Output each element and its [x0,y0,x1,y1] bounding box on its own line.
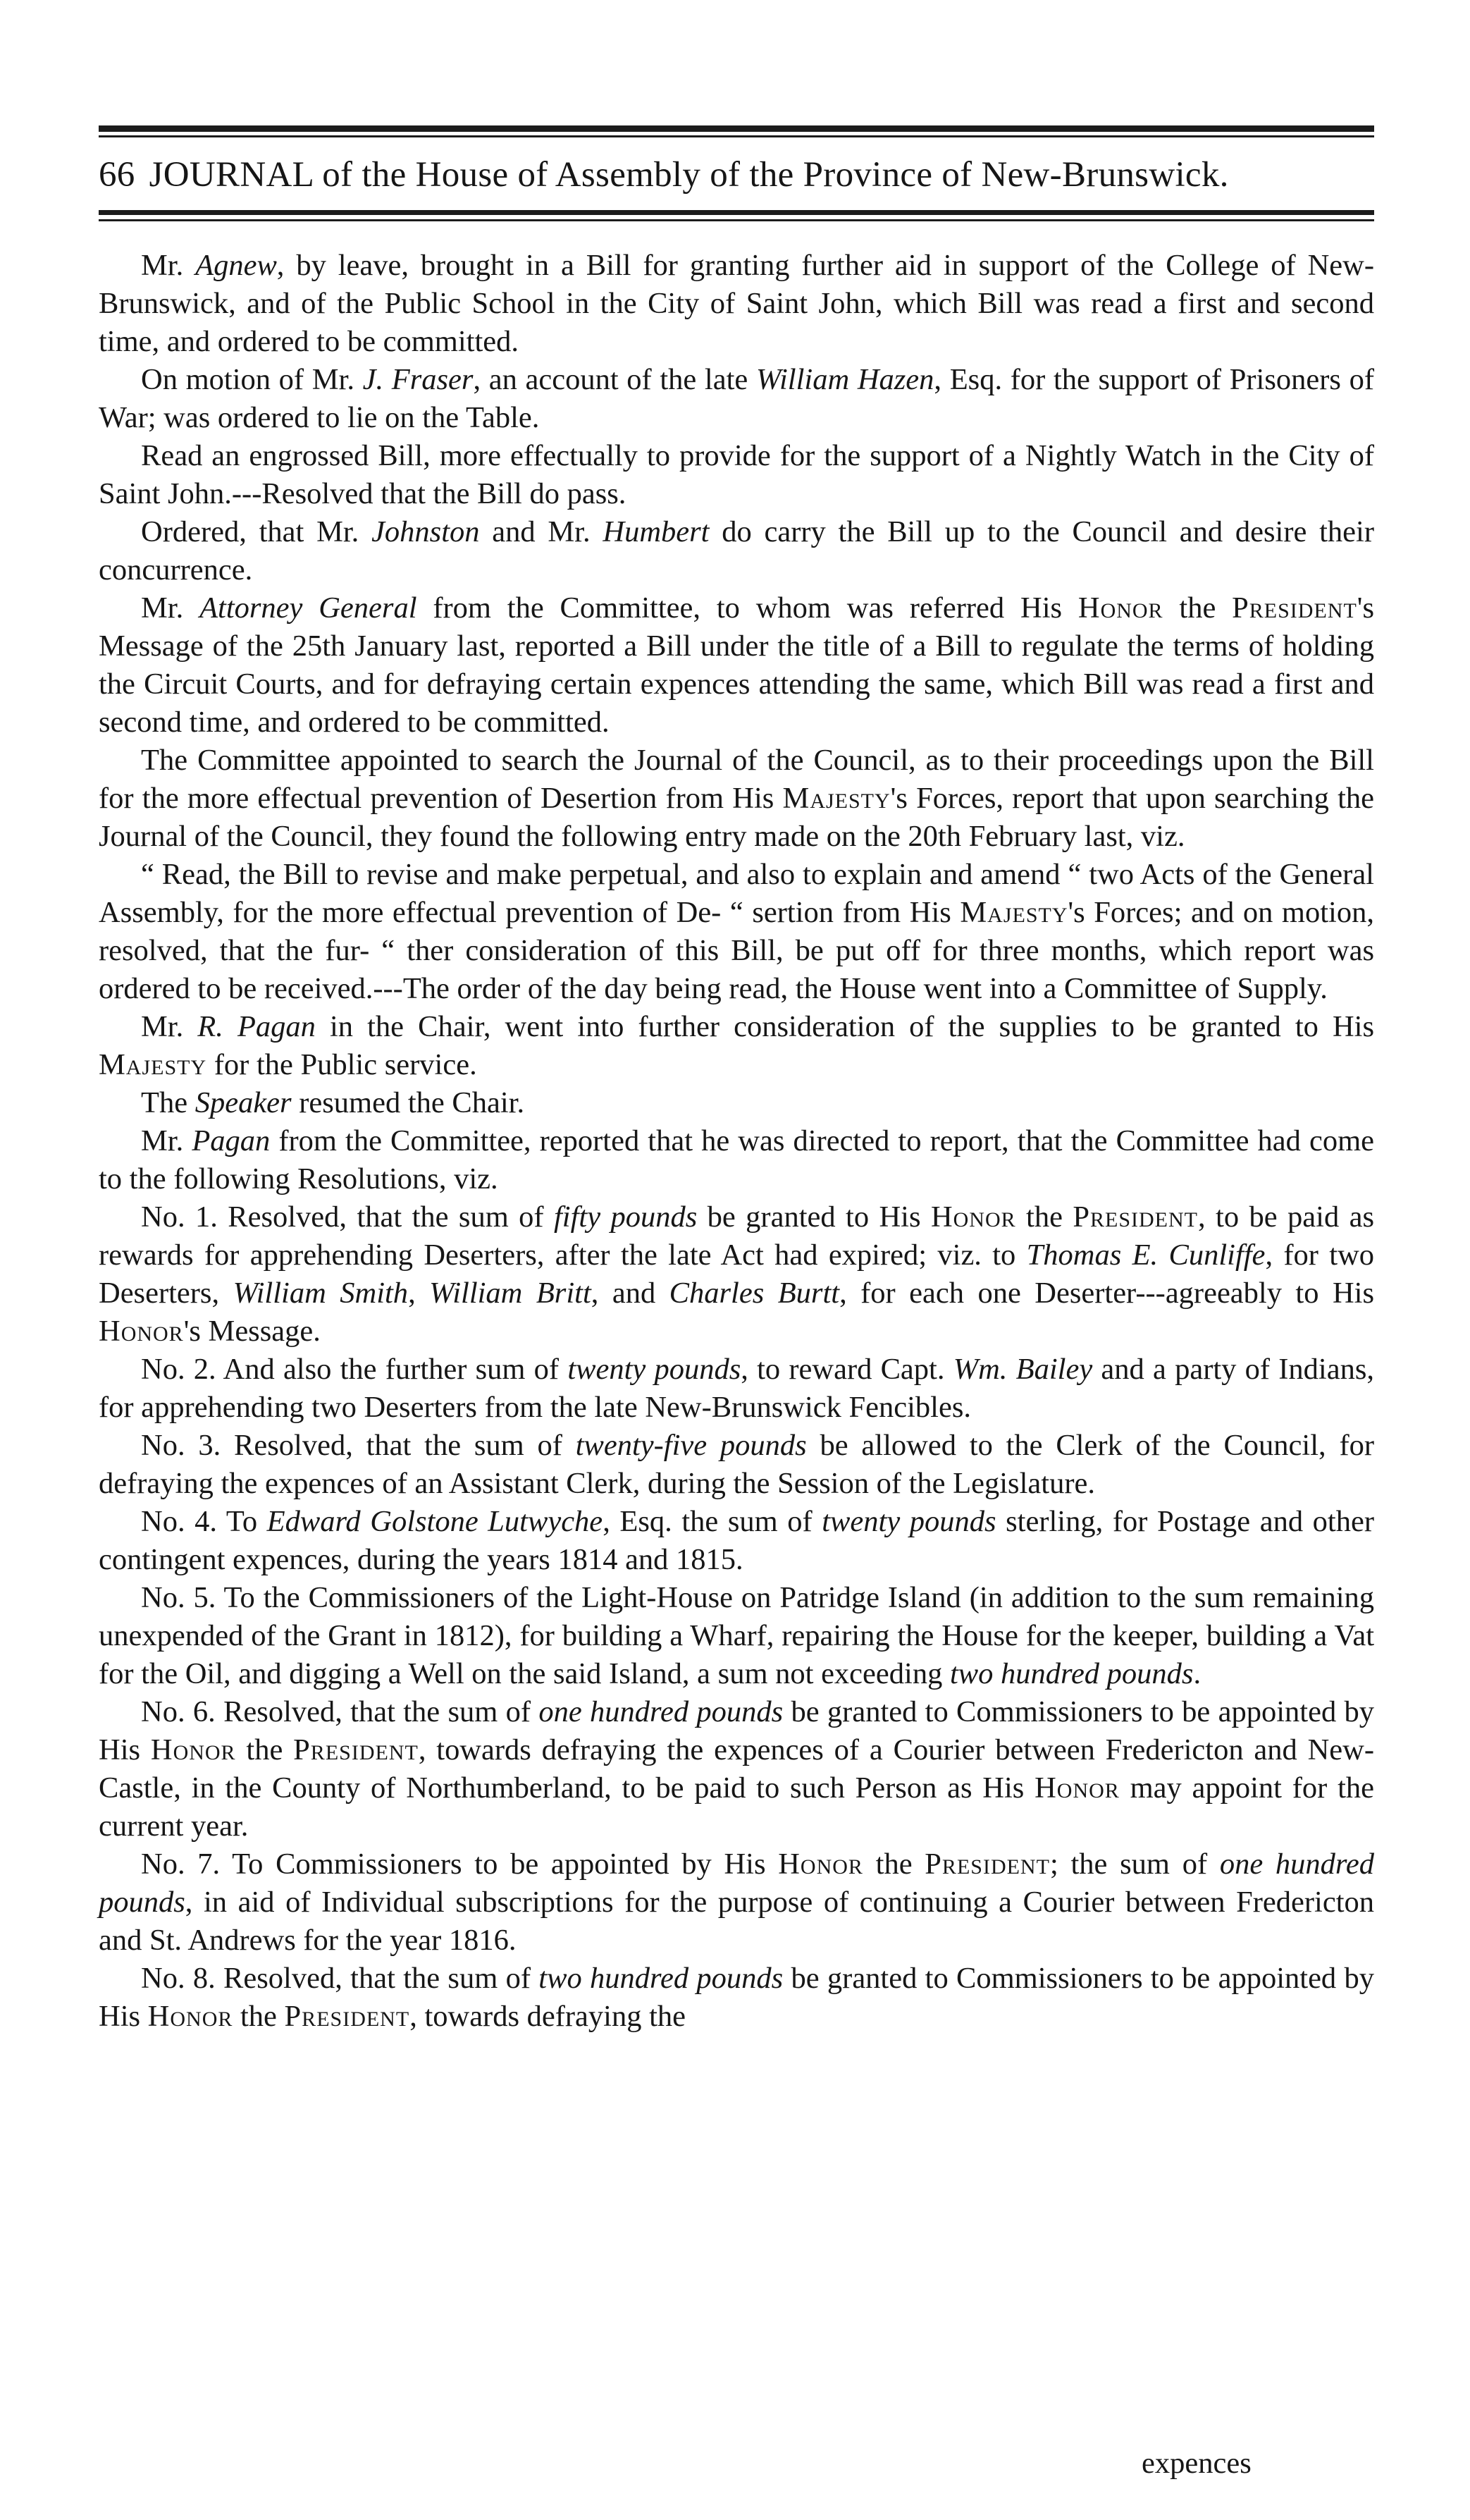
italic-text: twenty pounds [567,1353,741,1386]
small-caps-text: President [284,2000,410,2033]
paragraph [99,856,1374,1008]
italic-text: William Britt [429,1277,591,1310]
paragraph [99,1960,1374,2036]
header-rule-thin [99,219,1374,221]
small-caps-text: Honor [150,1733,236,1766]
paragraph [99,1579,1374,1693]
paragraph-text: No. 5. To the Commissioners of the Light-House on Patridge Island (in addition to the sum remaining unexpended of the Grant in 1812), for building a Wharf, repairing the House for the keeper, building a Vat for the Oil, and digging a Well on the said Island, a sum not exceeding [99,1581,1374,1690]
italic-text: Humbert [603,515,710,548]
paragraph [99,1427,1374,1503]
paragraph [99,1351,1374,1427]
italic-text: Charles Burtt [669,1277,840,1310]
paragraph-text: from the Committee, reported that he was directed to report, that the Committee had come to the following Resolutions, viz. [99,1124,1374,1196]
italic-text: Johnston [371,515,480,548]
paragraph-text: may appoint for the current year. [99,1771,1374,1843]
paragraph-text: , for each one Deserter---agreeably to His [839,1277,1374,1310]
paragraph [99,1122,1374,1198]
small-caps-text: President [925,1848,1050,1881]
paragraph-text: the [233,2000,285,2033]
italic-text: R. Pagan [197,1010,316,1043]
paragraph-text: No. 2. And also the further sum of [141,1353,568,1386]
small-caps-text: Honor [99,1315,184,1348]
paragraph-text: 's Message of the 25th January last, reported a Bill under the title of a Bill to regulate the terms of holding the Circuit Courts, and for defraying certain expences attending the same, which Bill was read a first and second time, and ordered to be committed. [99,591,1374,739]
italic-text: Speaker [194,1086,292,1119]
paragraph-text: , to reward Capt. [741,1353,953,1386]
paragraph-text: Mr. [141,591,200,625]
paragraph-text: Read an engrossed Bill, more effectually to provide for the support of a Nightly Watch in the City of Saint John.---Resolved that the Bill do pass. [99,439,1374,510]
paragraph-text: resumed the Chair. [291,1086,525,1119]
small-caps-text: Majesty [782,782,891,815]
paragraph [99,361,1374,437]
paragraph-text: sterling, for Postage and other contingent expences, during the years 1814 and 1815. [99,1505,1375,1576]
paragraph-text: , by leave, brought in a Bill for granting further aid in support of the College of New-Brunswick, and of the Public School in the City of Saint John, which Bill was read a first and second time, and ordered to be committed. [99,249,1374,358]
paragraph-text: , Esq. for the support of Prisoners of War; was ordered to lie on the Table. [99,363,1374,434]
paragraph-text: The Committee appointed to search the Journal of the Council, as to their proceedings upon the Bill for the more effectual prevention of Desertion from His [99,744,1374,815]
paragraph-text: 's Forces; and on motion, resolved, that the fur- “ ther consideration of this Bill, be put off for three months, which report was ordered to be received.---The order of the day being read, the House went into a Committee of Supply. [99,896,1374,1005]
paragraph-text: in the Chair, went into further consideration of the supplies to be granted to His [315,1010,1374,1043]
small-caps-text: President [1232,591,1357,625]
paragraph-text: the [235,1733,294,1766]
small-caps-text: Honor [147,2000,233,2033]
paragraph [99,1503,1374,1579]
italic-text: William Smith [233,1277,409,1310]
paragraph [99,1693,1374,1845]
small-caps-text: President [293,1733,419,1766]
paragraph-text: 's Forces, report that upon searching the Journal of the Council, they found the following entry made on the 20th February last, viz. [99,782,1374,853]
paragraph-text: No. 3. Resolved, that the sum of [141,1429,576,1462]
paragraph-text: No. 4. To [141,1505,267,1538]
paragraph-text: be granted to Commissioners to be appointed by His [99,1962,1374,2033]
paragraph-text: , Esq. the sum of [603,1505,822,1538]
paragraph [99,742,1374,856]
paragraph-text: the [1015,1200,1073,1234]
paragraph-text: and a party of Indians, for apprehending two Deserters from the late New-Brunswick Fencibles. [99,1353,1374,1424]
paragraph-text: No. 1. Resolved, that the sum of [141,1200,554,1234]
paragraph-text: be granted to Commissioners to be appointed by His [99,1695,1375,1766]
paragraph-text: Ordered, that Mr. [141,515,372,548]
paragraph-text: Mr. [141,249,196,282]
paragraph-text: Mr. [141,1010,198,1043]
paragraph-text: ; the sum of [1049,1848,1220,1881]
paragraph-text: be granted to His [697,1200,931,1234]
paragraph-text: No. 6. Resolved, that the sum of [141,1695,539,1728]
small-caps-text: President [1073,1200,1199,1234]
paragraph-text: , and [591,1277,669,1310]
italic-text: twenty-five pounds [575,1429,807,1462]
paragraph [99,1198,1374,1351]
paragraph-text: , towards defraying the expences of a Courier between Fredericton and New-Castle, in the County of Northumberland, to be paid to such Person as His [99,1733,1375,1805]
paragraph-text: , to be paid as rewards for apprehending Deserters, after the late Act had expired; viz. to [99,1200,1375,1272]
journal-body [99,247,1374,2036]
small-caps-text: Majesty [960,896,1068,929]
italic-text: two hundred pounds [538,1962,784,1995]
paragraph-text: No. 7. To Commissioners to be appointed by His [141,1848,779,1881]
catchword: expences [1142,2447,1252,2480]
small-caps-text: Majesty [99,1048,207,1081]
header-rule-thick [99,210,1374,215]
paragraph [99,1084,1374,1122]
paragraph [99,437,1374,513]
paragraph-text: from the Committee, to whom was referred His [416,591,1078,625]
paragraph-text: and Mr. [479,515,603,548]
running-header [99,147,1374,203]
paragraph-text: “ Read, the Bill to revise and make perpetual, and also to explain and amend “ two Acts of the General Assembly, for the more effectual prevention of De- “ sertion from His [99,858,1374,929]
italic-text: one hundred pounds [538,1695,784,1728]
italic-text: fifty pounds [553,1200,698,1234]
top-double-rule-thick [99,125,1374,132]
paragraph-text: . [1193,1657,1202,1690]
paragraph [99,1008,1374,1084]
paragraph [99,589,1374,742]
paragraph-text: for the Public service. [206,1048,477,1081]
italic-text: twenty pounds [822,1505,996,1538]
paragraph-text: , towards defraying the [409,2000,686,2033]
italic-text: Wm. Bailey [953,1353,1093,1386]
paragraph-text: 's Message. [183,1315,321,1348]
page-number: 66 [99,155,135,195]
small-caps-text: Honor [778,1848,863,1881]
italic-text: J. Fraser [362,363,474,396]
paragraph-text: The [141,1086,195,1119]
small-caps-text: Honor [930,1200,1016,1234]
paragraph-text: No. 8. Resolved, that the sum of [141,1962,539,1995]
italic-text: Pagan [192,1124,271,1157]
paragraph-text: be allowed to the Clerk of the Council, for defraying the expences of an Assistant Clerk, during the Session of the Legislature. [99,1429,1375,1500]
italic-text: Edward Golstone Lutwyche [266,1505,603,1538]
paragraph-text: On motion of Mr. [141,363,363,396]
small-caps-text: Honor [1077,591,1163,625]
paragraph [99,1845,1374,1960]
italic-text: two hundred pounds [949,1657,1194,1690]
small-caps-text: Honor [1034,1771,1120,1805]
paragraph [99,247,1374,361]
paragraph-text: Mr. [141,1124,192,1157]
running-title: JOURNAL of the House of Assembly of the Province of New-Brunswick. [149,155,1229,195]
italic-text: one hundred pounds [99,1848,1374,1919]
italic-text: William Hazen [755,363,934,396]
italic-text: Thomas E. Cunliffe [1026,1239,1266,1272]
paragraph-text: the [1163,591,1233,625]
top-double-rule-thin [99,135,1374,137]
paragraph-text: do carry the Bill up to the Council and desire their concurrence. [99,515,1374,586]
paragraph-text: , an account of the late [473,363,756,396]
paragraph-text: , [408,1277,430,1310]
italic-text: Agnew [195,249,277,282]
paragraph-text: the [863,1848,925,1881]
italic-text: Attorney General [199,591,417,625]
paragraph-text: , for two Deserters, [99,1239,1375,1310]
paragraph-text: , in aid of Individual subscriptions for the purpose of continuing a Courier between Fredericton and St. Andrews for the year 1816. [99,1886,1374,1957]
paragraph [99,513,1374,589]
